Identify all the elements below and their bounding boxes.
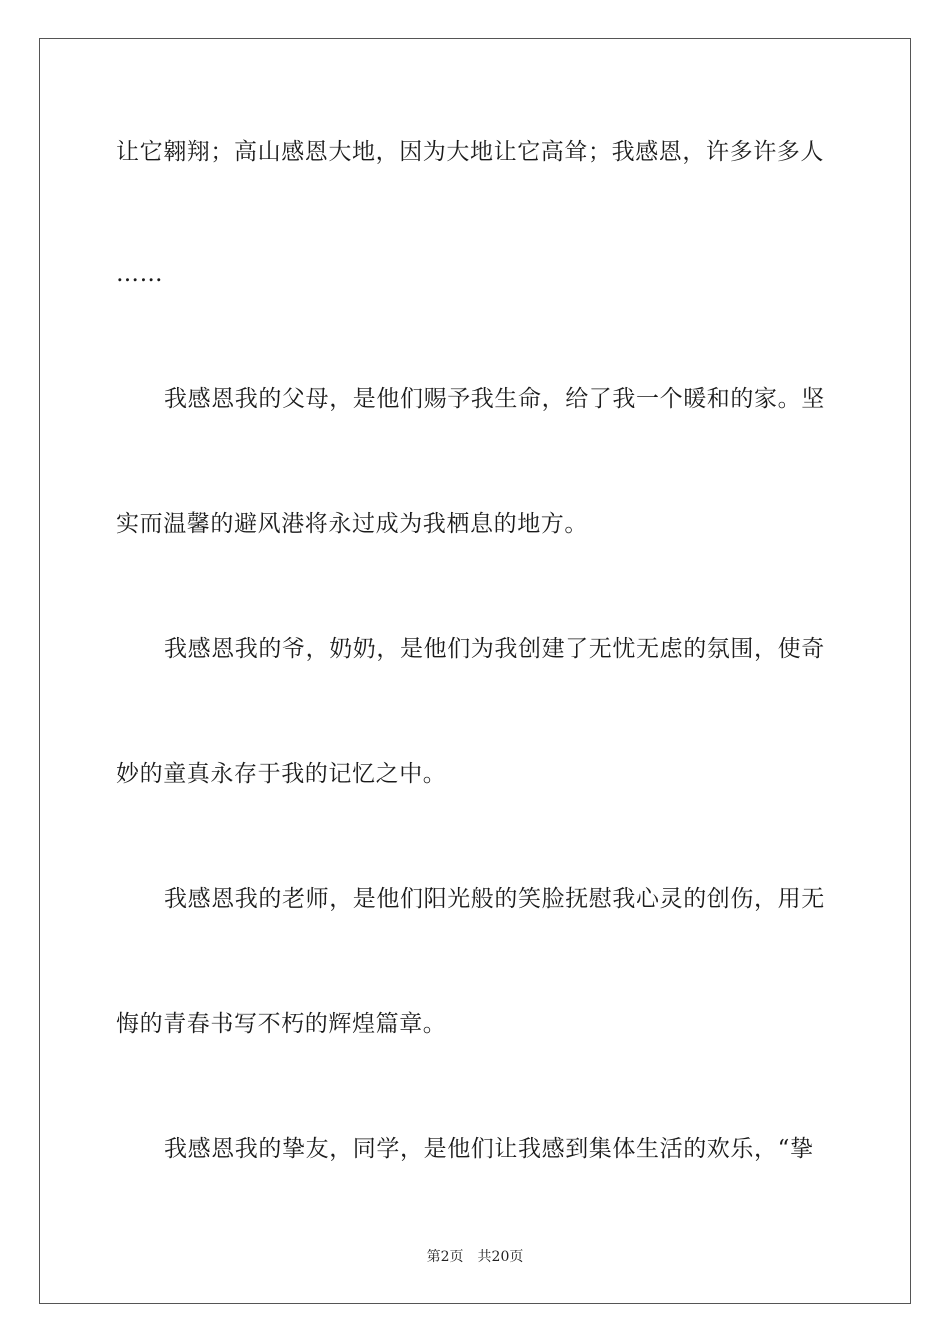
text-line: 实而温馨的避风港将永过成为我栖息的地方。 — [116, 511, 588, 537]
page-number: 第2页 — [426, 1249, 464, 1265]
paragraph-start-line: 我感恩我的爷，奶奶，是他们为我创建了无忧无虑的氛围，使奇 — [164, 636, 825, 662]
paragraph-start-line: 我感恩我的挚友，同学，是他们让我感到集体生活的欢乐，“挚 — [164, 1136, 814, 1162]
text-line: 让它翱翔；高山感恩大地，因为大地让它高耸；我感恩，许多许多人 — [116, 139, 824, 165]
text-line: …… — [116, 261, 164, 287]
text-line: 悔的青春书写不朽的辉煌篇章。 — [116, 1011, 447, 1037]
text-line: 妙的童真永存于我的记忆之中。 — [116, 761, 447, 787]
page-footer — [0, 1248, 950, 1266]
total-pages: 共20页 — [477, 1249, 524, 1265]
paragraph-start-line: 我感恩我的父母，是他们赐予我生命，给了我一个暖和的家。坚 — [164, 386, 825, 412]
page-frame — [39, 38, 911, 1304]
paragraph-start-line: 我感恩我的老师，是他们阳光般的笑脸抚慰我心灵的创伤，用无 — [164, 886, 825, 912]
